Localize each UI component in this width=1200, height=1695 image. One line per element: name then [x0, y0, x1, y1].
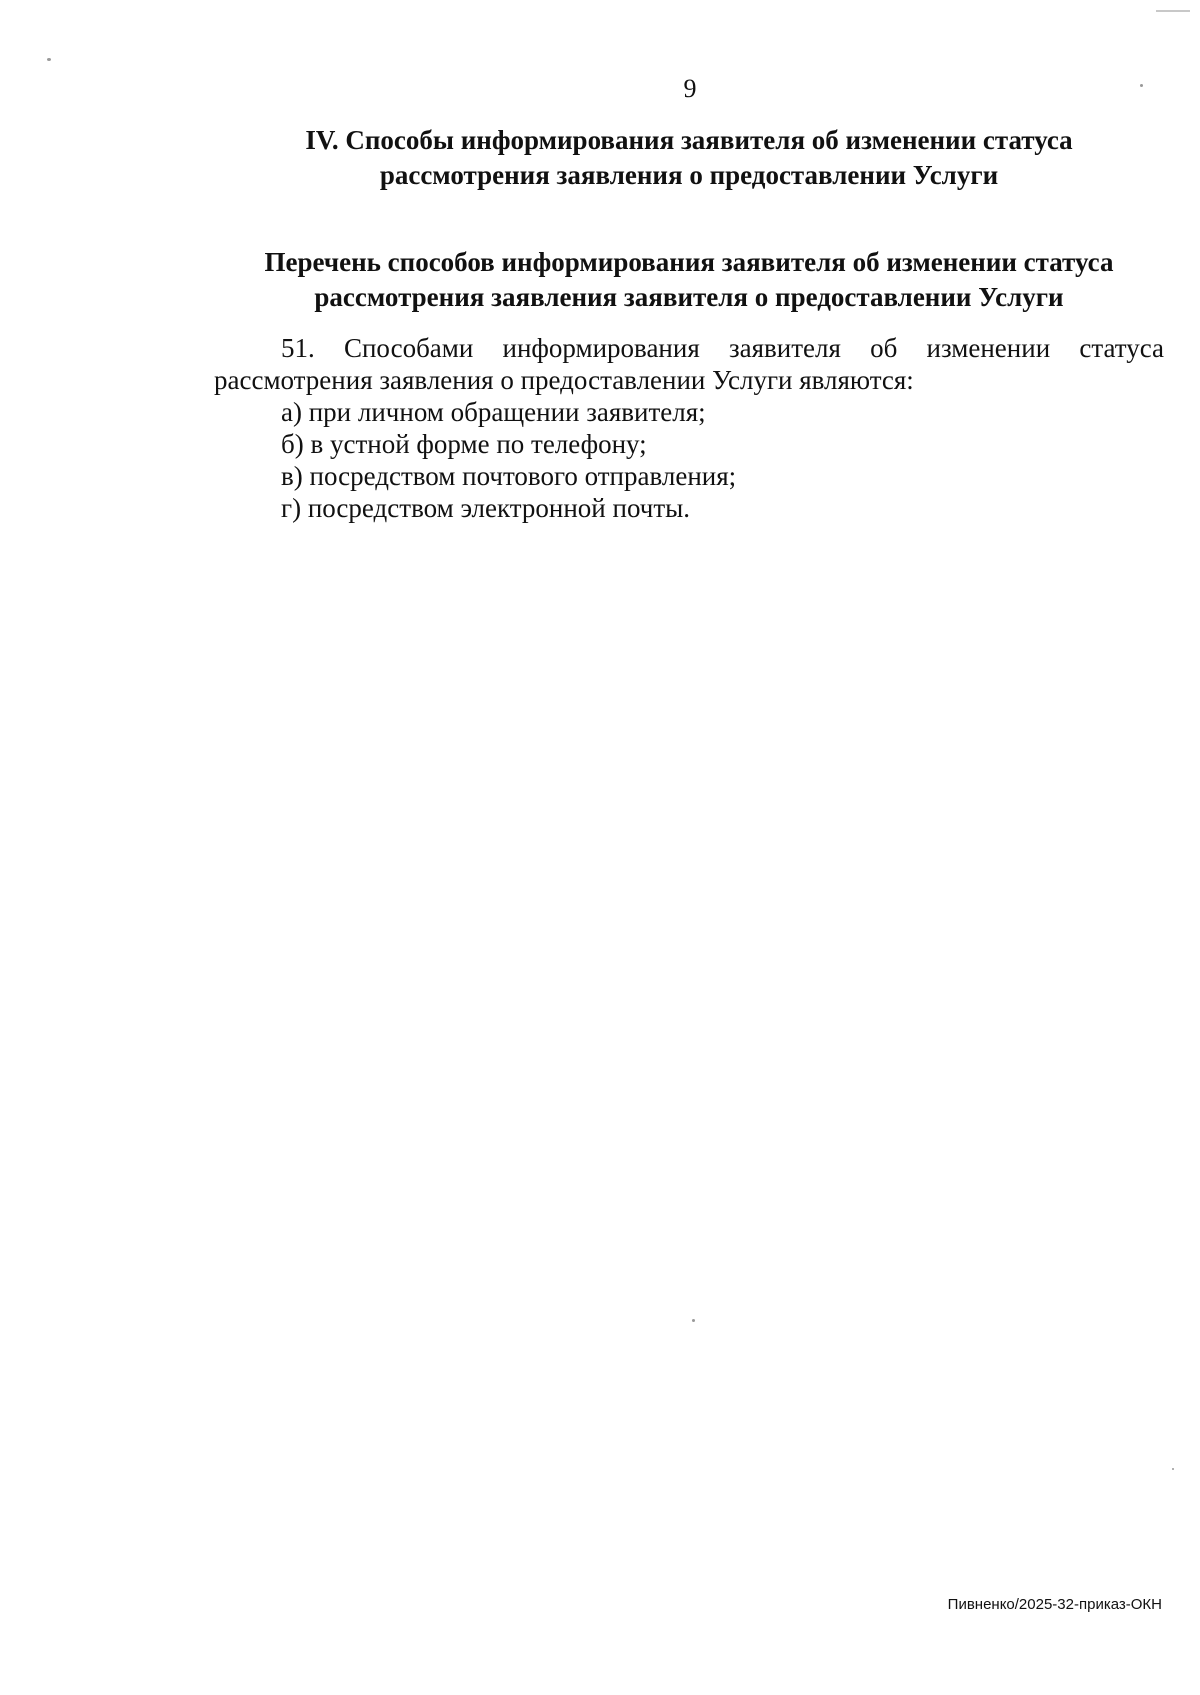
- list-item: а) при личном обращении заявителя;: [281, 397, 706, 427]
- scan-speck: [1172, 1468, 1174, 1470]
- section-heading: [214, 123, 1164, 193]
- scan-speck: [47, 58, 51, 61]
- subsection-heading-line: Перечень способов информирования заявителя об изменении статуса: [264, 247, 1114, 277]
- page-number: 9: [683, 74, 697, 103]
- paragraph-line: рассмотрения заявления о предоставлении Услуги являются:: [214, 365, 914, 395]
- notification-methods-list: [281, 396, 1161, 524]
- document-footer-code: Пивненко/2025-32-приказ-ОКН: [947, 1596, 1162, 1613]
- list-item: б) в устной форме по телефону;: [281, 429, 647, 459]
- paragraph-line: 51. Способами информирования заявителя об изменении статуса: [281, 333, 1164, 363]
- section-heading-line: IV. Способы информирования заявителя об изменении статуса: [305, 125, 1073, 155]
- list-item: в) посредством почтового отправления;: [281, 461, 737, 491]
- subsection-heading-line: рассмотрения заявления заявителя о предоставлении Услуги: [314, 282, 1064, 312]
- paragraph-51: [214, 332, 1164, 396]
- section-heading-line: рассмотрения заявления о предоставлении Услуги: [379, 160, 999, 190]
- subsection-heading: [214, 245, 1164, 315]
- scan-mark: [1156, 10, 1190, 12]
- list-item: г) посредством электронной почты.: [281, 493, 691, 523]
- scan-speck: [692, 1319, 695, 1322]
